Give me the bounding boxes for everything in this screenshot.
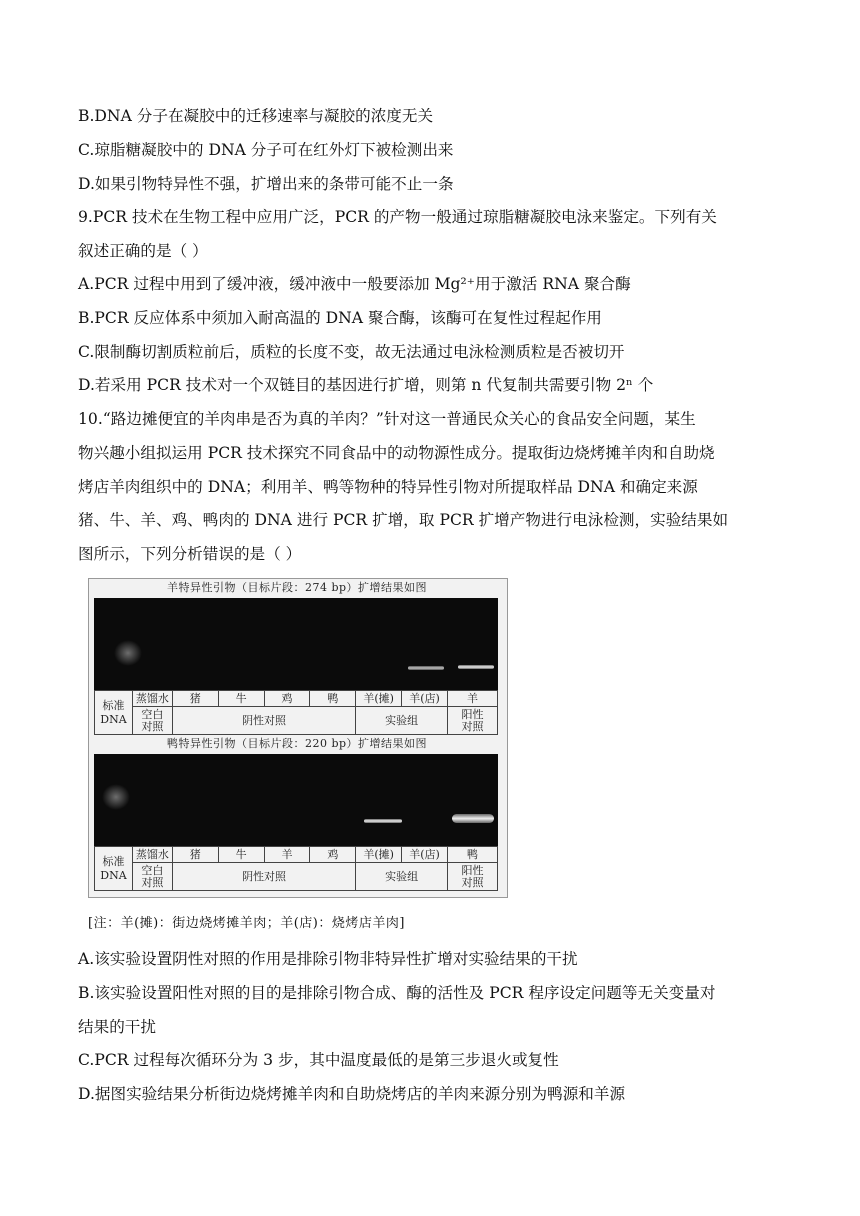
lane-label: 猪: [172, 847, 218, 863]
lane-label: 蒸馏水: [132, 847, 172, 863]
figure-note: [注：羊(摊)：街边烧烤摊羊肉；羊(店)：烧烤店羊肉]: [88, 916, 405, 931]
lane-label: 鸡: [264, 691, 310, 707]
gel2-image: [94, 754, 498, 846]
blank-control-label: 空白对照: [132, 707, 172, 735]
negative-control-label: 阴性对照: [172, 863, 355, 891]
gel1-band-sheep-restaurant: [408, 666, 444, 670]
option-c-line: C.琼脂糖凝胶中的 DNA 分子可在红外灯下被检测出来: [78, 141, 454, 159]
q10-option-b-cont: 结果的干扰: [78, 1018, 156, 1036]
blank-control-label: 空白对照: [132, 863, 172, 891]
lane-label: 羊(摊): [356, 847, 402, 863]
gel1-ladder: [114, 640, 142, 666]
lane-label: 羊(店): [402, 691, 448, 707]
lane-label: 鸡: [310, 847, 356, 863]
lane-label: 羊(店): [402, 847, 448, 863]
lane-label: 羊: [448, 691, 498, 707]
question-9-stem: 9.PCR 技术在生物工程中应用广泛，PCR 的产物一般通过琼脂糖凝胶电泳来鉴定。下列有关: [78, 208, 717, 226]
std-label-bottom: DNA: [100, 868, 127, 882]
lane-label: 鸭: [448, 847, 498, 863]
lane-label: 羊(摊): [356, 691, 402, 707]
lane-label: 羊: [264, 847, 310, 863]
q10-option-c: C.PCR 过程每次循环分为 3 步，其中温度最低的是第三步退火或复性: [78, 1051, 559, 1069]
q9-option-b: B.PCR 反应体系中须加入耐高温的 DNA 聚合酶，该酶可在复性过程起作用: [78, 309, 602, 327]
gel2-band-duck-positive: [452, 814, 494, 823]
gel2-band-sheep-stall: [364, 819, 402, 823]
question-9-stem-cont: 叙述正确的是（ ）: [78, 242, 208, 260]
gel1-title: 羊特异性引物（目标片段：274 bp）扩增结果如图: [166, 581, 428, 594]
question-10-stem-4: 猪、牛、羊、鸡、鸭肉的 DNA 进行 PCR 扩增，取 PCR 扩增产物进行电泳检测，实验结果如: [78, 511, 729, 529]
std-label-top: 标准: [102, 854, 125, 868]
question-10-stem-2: 物兴趣小组拟运用 PCR 技术探究不同食品中的动物源性成分。提取街边烧烤摊羊肉和自助烧: [78, 444, 715, 462]
gel1-lane-table: [94, 690, 498, 735]
q10-option-d: D.据图实验结果分析街边烧烤摊羊肉和自助烧烤店的羊肉来源分别为鸭源和羊源: [78, 1085, 626, 1103]
gel2-ladder: [102, 784, 130, 810]
negative-control-label: 阴性对照: [172, 707, 355, 735]
q9-option-c: C.限制酶切割质粒前后，质粒的长度不变，故无法通过电泳检测质粒是否被切开: [78, 343, 625, 361]
std-label-top: 标准: [102, 698, 125, 712]
lane-label: 牛: [218, 691, 264, 707]
q9-option-a: A.PCR 过程中用到了缓冲液，缓冲液中一般要添加 Mg²⁺用于激活 RNA 聚合酶: [78, 275, 631, 293]
experiment-group-label: 实验组: [356, 863, 448, 891]
experiment-group-label: 实验组: [356, 707, 448, 735]
lane-label: 蒸馏水: [132, 691, 172, 707]
q10-option-a: A.该实验设置阴性对照的作用是排除引物非特异性扩增对实验结果的干扰: [78, 950, 578, 968]
std-label-bottom: DNA: [100, 712, 127, 726]
lane-label: 猪: [172, 691, 218, 707]
question-10-stem: 10.“路边摊便宜的羊肉串是否为真的羊肉？”针对这一普通民众关心的食品安全问题，某生: [78, 410, 696, 428]
gel1-band-sheep-positive: [458, 665, 494, 669]
q9-option-d: D.若采用 PCR 技术对一个双链目的基因进行扩增，则第 n 代复制共需要引物 2ⁿ 个: [78, 376, 654, 394]
gel1-image: [94, 598, 498, 690]
gel2-title: 鸭特异性引物（目标片段：220 bp）扩增结果如图: [166, 737, 428, 750]
positive-control-label: 阳性对照: [448, 863, 498, 891]
option-d-line: D.如果引物特异性不强，扩增出来的条带可能不止一条: [78, 175, 454, 193]
q10-option-b: B.该实验设置阳性对照的目的是排除引物合成、酶的活性及 PCR 程序设定问题等无关变量对: [78, 984, 716, 1002]
lane-label: 鸭: [310, 691, 356, 707]
question-10-stem-3: 烤店羊肉组织中的 DNA；利用羊、鸭等物种的特异性引物对所提取样品 DNA 和确定来源: [78, 478, 698, 496]
lane-label: 牛: [218, 847, 264, 863]
gel2-lane-table: [94, 846, 498, 891]
option-b-line: B.DNA 分子在凝胶中的迁移速率与凝胶的浓度无关: [78, 107, 434, 125]
question-10-stem-5: 图所示，下列分析错误的是（ ）: [78, 545, 302, 563]
positive-control-label: 阳性对照: [448, 707, 498, 735]
